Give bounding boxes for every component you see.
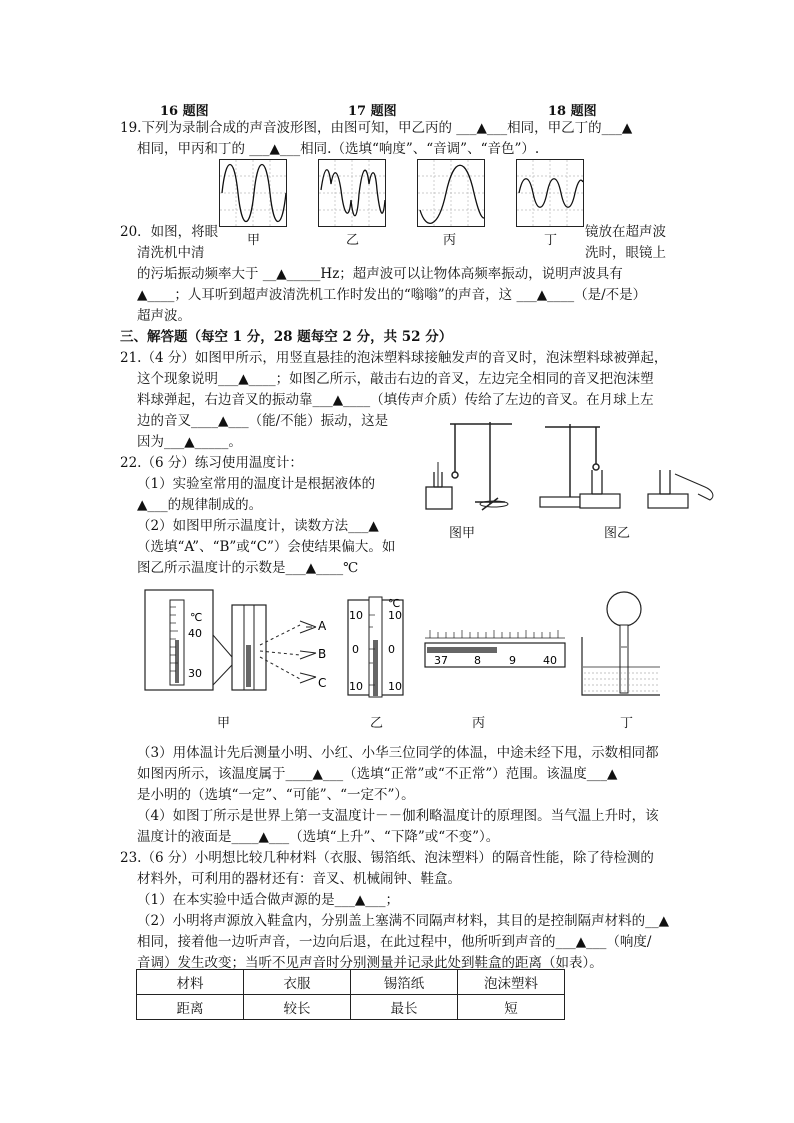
table-cell: 泡沫塑料 (458, 970, 565, 995)
therm-b-right-10a: 10 (388, 609, 402, 622)
table-row (137, 995, 565, 1020)
fig-a-label: 图甲 (449, 526, 476, 541)
q21-line1: 21.（4 分）如图甲所示，用竖直悬挂的泡沫塑料球接触发声的音叉时，泡沫塑料球被弹起， (120, 350, 668, 366)
q19-line2: 相同，甲丙和丁的 ___▲___相同.（选填“响度”、“音调”、“音色”）. (137, 141, 540, 157)
q19-line1: 19.下列为录制合成的声音波形图，由图可知，甲乙丙的 ___▲___相同，甲乙丁的___▲ (120, 120, 633, 136)
therm-a-unit: ℃ (190, 611, 203, 624)
q20-line2a: 清洗机中清 (137, 245, 205, 261)
table-cell: 较长 (244, 995, 351, 1020)
fig-b-label: 图乙 (604, 526, 631, 541)
q22-line5: （选填“A”、“B”或“C”）会使结果偏大。如 (137, 539, 396, 555)
therm-c-40: 40 (543, 654, 557, 667)
view-a: A (318, 619, 327, 633)
material-table (136, 969, 565, 1020)
q21-line5: 因为___▲_____。 (137, 434, 242, 450)
q22-line10: （4）如图丁所示是世界上第一支温度计－－伽利略温度计的原理图。当气温上升时，该 (137, 808, 659, 824)
therm-c-37: 37 (434, 654, 448, 667)
caption-18: 18 题图 (548, 104, 597, 119)
q22-line11: 温度计的液面是____▲___（选填“上升”、“下降”或“不变”）。 (137, 829, 500, 845)
therm-d-label: 丁 (620, 716, 634, 731)
therm-a-label: 甲 (217, 716, 231, 731)
q23-line1: 23.（6 分）小明想比较几种材料（衣服、锡箔纸、泡沫塑料）的隔音性能，除了待检测的 (120, 850, 654, 866)
therm-a-30: 30 (188, 667, 202, 680)
therm-b-unit: ℃ (388, 597, 401, 610)
q21-line4: 边的音叉____▲___（能/不能）振动，这是 (137, 413, 389, 429)
caption-16: 16 题图 (160, 104, 209, 119)
q20-line5: 超声波。 (137, 308, 191, 324)
therm-b-right-0: 0 (388, 643, 395, 656)
tuning-fork-figure (420, 412, 720, 520)
q20-line4: ▲____；人耳听到超声波清洗机工作时发出的“嗡嗡”的声音，这 ___▲____（是/不是） (137, 287, 647, 303)
table-cell: 距离 (137, 995, 244, 1020)
therm-b-left-0: 0 (352, 643, 359, 656)
q22-line2: （1）实验室常用的温度计是根据液体的 (137, 476, 376, 492)
table-cell: 短 (458, 995, 565, 1020)
therm-c-9: 9 (509, 654, 516, 667)
q20-line2b: 洗时，眼镜上 (585, 245, 666, 261)
table-header-row (137, 970, 565, 995)
table-cell: 衣服 (244, 970, 351, 995)
waveform-ding (516, 159, 584, 227)
q20-line1b: 镜放在超声波 (585, 224, 666, 240)
therm-b-left-10a: 10 (349, 609, 363, 622)
q22-line8: 如图丙所示，该温度属于____▲___（选填“正常”或“不正常”）范围。该温度___▲ (137, 766, 618, 782)
therm-b-label: 乙 (370, 716, 384, 731)
q22-line9: 是小明的（选填“一定”、“可能”、“一定不”）。 (137, 787, 415, 803)
wave-label-yi: 乙 (346, 233, 360, 248)
view-c: C (318, 676, 327, 690)
view-b: B (318, 647, 327, 661)
q22-line4: （2）如图甲所示温度计，读数方法___▲ (137, 518, 379, 534)
waveform-yi (318, 159, 386, 227)
section-3-heading: 三、解答题（每空 1 分，28 题每空 2 分，共 52 分） (120, 329, 453, 345)
q21-line3: 料球弹起，右边音叉的振动靠___▲____（填传声介质）传给了左边的音叉。在月球上左 (137, 392, 654, 408)
q23-line4: （2）小明将声源放入鞋盒内，分别盖上塞满不同隔声材料，其目的是控制隔声材料的__▲ (137, 913, 669, 929)
table-cell: 材料 (137, 970, 244, 995)
q23-line3: （1）在本实验中适合做声源的是___▲___； (137, 892, 399, 908)
therm-c-label: 丙 (472, 716, 486, 731)
q20-line1a: 20．如图，将眼 (120, 224, 219, 240)
q23-line5: 相同，接着他一边听声音，一边向后退，在此过程中，他所听到声音的___▲___（响度/ (137, 934, 652, 950)
wave-label-ding: 丁 (544, 233, 558, 248)
q22-line1: 22.（6 分）练习使用温度计： (120, 455, 303, 471)
q23-line2: 材料外，可利用的器材还有：音叉、机械闹钟、鞋盒。 (137, 871, 461, 887)
q21-line2: 这个现象说明___▲____；如图乙所示，敲击右边的音叉，左边完全相同的音叉把泡沫塑 (137, 371, 654, 387)
therm-c-8: 8 (474, 654, 481, 667)
q22-line6: 图乙所示温度计的示数是___▲____℃ (137, 560, 359, 576)
wave-label-bing: 丙 (443, 233, 457, 248)
therm-b-left-10b: 10 (349, 680, 363, 693)
table-cell: 最长 (351, 995, 458, 1020)
caption-17: 17 题图 (348, 104, 397, 119)
waveform-bing (417, 159, 485, 227)
table-cell: 锡箔纸 (351, 970, 458, 995)
q22-line7: （3）用体温计先后测量小明、小红、小华三位同学的体温，中途未经下甩，示数相同都 (137, 745, 659, 761)
q22-line3: ▲___的规律制成的。 (137, 497, 263, 513)
q23-line6: 音调）发生改变；当听不见声音时分别测量并记录此处到鞋盒的距离（如表）。 (137, 955, 603, 971)
q20-line3: 的污垢振动频率大于 __▲_____Hz；超声波可以让物体高频率振动，说明声波具有 (137, 266, 623, 282)
waveform-jia (219, 159, 287, 227)
therm-b-right-10b: 10 (388, 680, 402, 693)
therm-a-40: 40 (188, 627, 202, 640)
thermometer-figures (140, 585, 660, 700)
wave-label-jia: 甲 (247, 233, 261, 248)
